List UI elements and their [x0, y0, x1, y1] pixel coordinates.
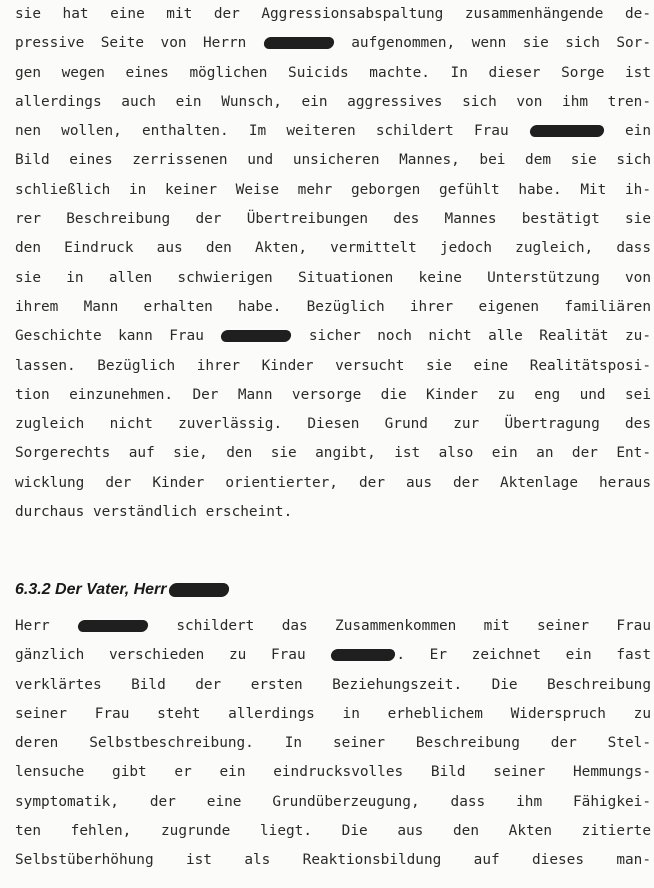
- text-line: rer Beschreibung der Übertreibungen des Mannes bestätigt sie: [15, 211, 651, 228]
- text-line: schließlich in keiner Weise mehr geborgen gefühlt habe. Mit ih-: [15, 181, 651, 198]
- redaction-mark: [77, 620, 149, 632]
- paragraph-father: [15, 612, 651, 876]
- text-line: deren Selbstbeschreibung. In seiner Beschreibung der Stel-: [15, 735, 651, 752]
- text-line: zugleich nicht zuverlässig. Diesen Grund zur Übertragung des: [15, 416, 651, 433]
- section-heading: [15, 577, 230, 603]
- text-line: sie hat eine mit der Aggressionsabspaltung zusammenhängende de-: [15, 6, 651, 22]
- text-line: sie in allen schwierigen Situationen keine Unterstützung von: [15, 269, 651, 286]
- section-heading-text: 6.3.2 Der Vater, Herr: [15, 581, 167, 598]
- text-line: lassen. Bezüglich ihrer Kinder versucht sie eine Realitätsposi-: [15, 357, 651, 374]
- text-line: gänzlich verschieden zu Frau . Er zeichnet ein fast: [15, 647, 651, 664]
- text-line: wicklung der Kinder orientierter, der aus der Aktenlage heraus: [15, 474, 651, 491]
- paragraph-mother: [15, 0, 651, 527]
- text-line: gen wegen eines möglichen Suicids machte. In dieser Sorge ist: [15, 64, 651, 81]
- text-line: Herr schildert das Zusammenkommen mit seiner Frau: [15, 618, 652, 634]
- text-line: Bild eines zerrissenen und unsicheren Mannes, bei dem sie sich: [15, 152, 651, 169]
- text-line: Geschichte kann Frau sicher noch nicht alle Realität zu-: [15, 328, 652, 345]
- text-line: tion einzunehmen. Der Mann versorge die Kinder zu eng und sei: [15, 386, 651, 403]
- redaction-mark: [263, 37, 335, 49]
- text-line: ihrem Mann erhalten habe. Bezüglich ihrer eigenen familiären: [15, 298, 651, 315]
- text-line: nen wollen, enthalten. Im weiteren schildert Frau ein: [15, 123, 651, 140]
- text-line: symptomatik, der eine Grundüberzeugung, dass ihm Fähigkei-: [15, 793, 651, 810]
- text-line: Selbstüberhöhung ist als Reaktionsbildung auf dieses man-: [15, 852, 651, 869]
- redaction-mark: [168, 583, 230, 597]
- text-line: seiner Frau steht allerdings in erheblichem Widerspruch zu: [15, 705, 651, 722]
- text-line: allerdings auch ein Wunsch, ein aggressives sich von ihm tren-: [15, 93, 651, 110]
- text-line: verklärtes Bild der ersten Beziehungszeit. Die Beschreibung: [15, 676, 651, 693]
- redaction-mark: [221, 330, 293, 342]
- text-line: durchaus verständlich erscheint.: [15, 504, 293, 521]
- redaction-mark: [529, 125, 605, 137]
- text-line: pressive Seite von Herrn aufgenommen, wenn sie sich Sor-: [15, 35, 651, 52]
- text-line: lensuche gibt er ein eindrucksvolles Bild seiner Hemmungs-: [15, 764, 651, 781]
- text-line: Sorgerechts auf sie, den sie angibt, ist also ein an der Ent-: [15, 445, 651, 462]
- text-line: ten fehlen, zugrunde liegt. Die aus den Akten zitierte: [15, 823, 651, 840]
- redaction-mark: [330, 649, 396, 661]
- text-line: den Eindruck aus den Akten, vermittelt jedoch zugleich, dass: [15, 240, 651, 257]
